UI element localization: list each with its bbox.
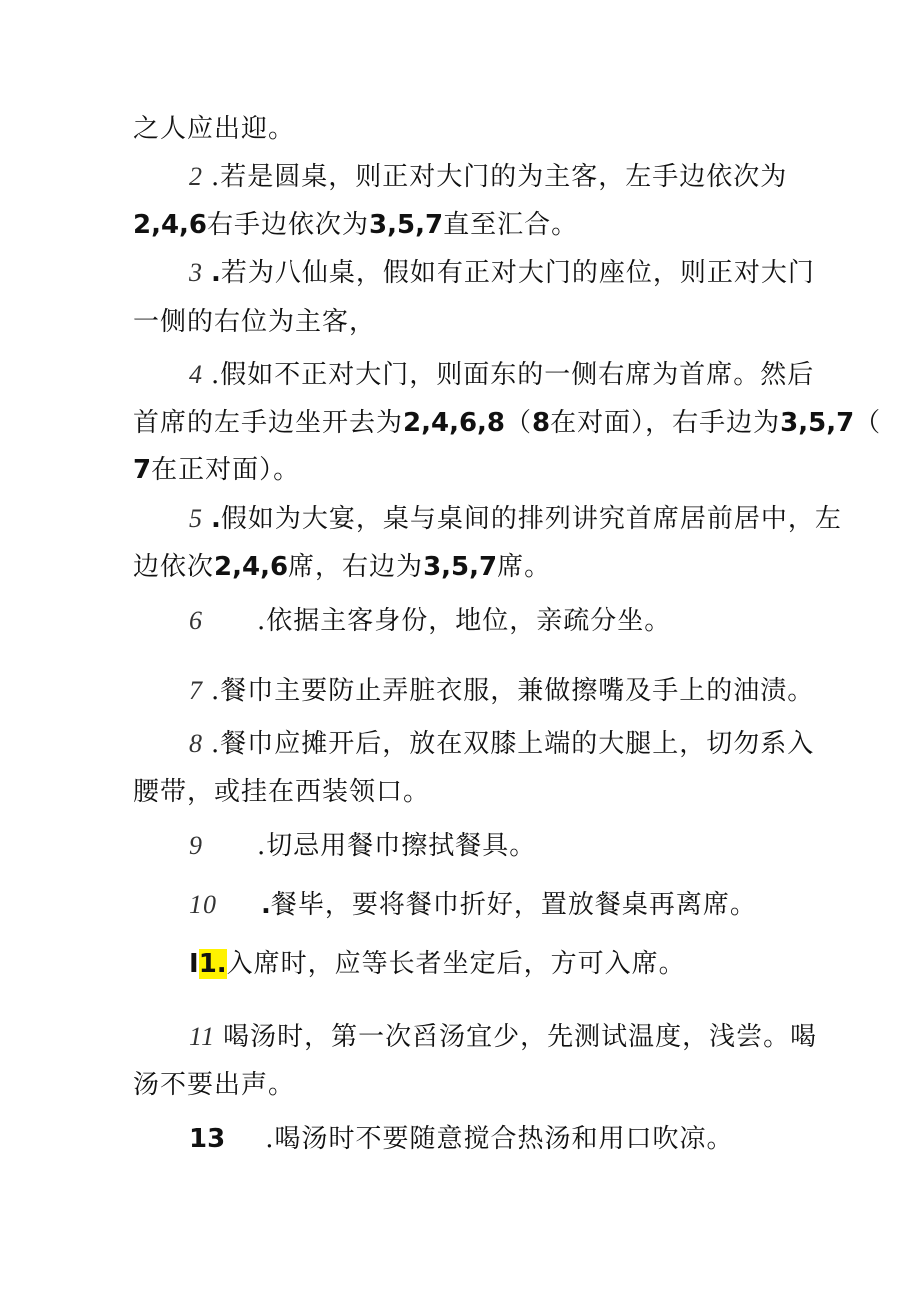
item-dot: . (211, 258, 221, 288)
list-item-3 (189, 256, 815, 290)
item-number: 13 (189, 1124, 226, 1154)
list-item-10 (189, 888, 757, 922)
list-item-11 (189, 947, 686, 981)
list-item-2 (189, 160, 787, 194)
line-text: 一侧的右位为主客， (133, 307, 377, 337)
list-item-12 (189, 1020, 817, 1054)
list-item-6 (189, 604, 671, 638)
line-text: .若是圆桌，则正对大门的为主客，左手边依次为 (211, 162, 788, 192)
text-line (133, 112, 295, 146)
line-text: 直至汇合。 (443, 210, 579, 240)
bold-numbers: 3,5,7 (423, 552, 498, 582)
line-text: .喝汤时不要随意搅合热汤和用口吹凉。 (265, 1124, 734, 1154)
item-number: 7 (189, 676, 203, 705)
bold-numbers: 8 (532, 408, 551, 438)
bold-numbers: 2,4,6 (214, 552, 289, 582)
line-text: 若为八仙桌，假如有正对大门的座位，则正对大门 (220, 258, 815, 288)
line-text: .切忌用餐巾擦拭餐具。 (257, 831, 537, 861)
item-number: 4 (189, 360, 203, 389)
text-line (133, 453, 300, 487)
line-text: .餐巾应摊开后，放在双膝上端的大腿上，切勿系入 (211, 729, 815, 759)
item-prefix: I (189, 949, 199, 979)
line-text: 席，右边为 (288, 552, 424, 582)
list-item-4 (189, 358, 814, 392)
item-number: 8 (189, 729, 203, 758)
list-item-7 (189, 674, 814, 708)
item-number: 5 (189, 504, 203, 533)
line-text: .餐巾主要防止弄脏衣服，兼做擦嘴及手上的油渍。 (211, 676, 815, 706)
bold-numbers: 3,5,7 (780, 408, 855, 438)
item-number: 11 (189, 1022, 216, 1051)
line-text: 在对面），右手边为 (550, 408, 781, 438)
item-dot: . (211, 504, 221, 534)
line-text: 入席时，应等长者坐定后，方可入席。 (226, 949, 686, 979)
line-text: .假如不正对大门，则面东的一侧右席为首席。然后 (211, 360, 815, 390)
item-dot: . (261, 890, 271, 920)
line-text: 汤不要出声。 (133, 1070, 296, 1100)
list-item-5 (189, 502, 842, 536)
line-text: 席。 (497, 552, 552, 582)
text-line (133, 305, 376, 339)
line-text: 首席的左手边坐开去为 (133, 408, 404, 438)
list-item-9 (189, 829, 536, 863)
list-item-13 (189, 1122, 733, 1156)
line-text: 边依次 (133, 552, 215, 582)
line-text: .依据主客身份，地位，亲疏分坐。 (257, 606, 672, 636)
item-number: 10 (189, 890, 217, 919)
line-text: 腰带，或挂在西装领口。 (133, 777, 431, 807)
item-number: 3 (189, 258, 203, 287)
line-text: 餐毕，要将餐巾折好，置放餐桌再离席。 (270, 890, 757, 920)
text-line (133, 406, 881, 440)
line-text: 右手边依次为 (207, 210, 370, 240)
text-line (133, 775, 430, 809)
line-text: （ (505, 408, 533, 438)
line-text: 喝汤时，第一次舀汤宜少，先测试温度，浅尝。喝 (223, 1022, 818, 1052)
text-line (133, 1068, 295, 1102)
item-number: 6 (189, 606, 203, 635)
text-line (133, 208, 578, 242)
line-text: （ (854, 408, 882, 438)
item-number: 2 (189, 162, 203, 191)
list-item-8 (189, 727, 814, 761)
highlighted-number: 1. (198, 949, 227, 979)
bold-numbers: 7 (133, 455, 152, 485)
bold-numbers: 2,4,6,8 (403, 408, 506, 438)
line-text: 之人应出迎。 (133, 114, 296, 144)
text-line (133, 550, 551, 584)
bold-numbers: 3,5,7 (369, 210, 444, 240)
line-text: 在正对面）。 (151, 455, 301, 485)
line-text: 假如为大宴，桌与桌间的排列讲究首席居前居中，左 (220, 504, 842, 534)
bold-numbers: 2,4,6 (133, 210, 208, 240)
item-number: 9 (189, 831, 203, 860)
